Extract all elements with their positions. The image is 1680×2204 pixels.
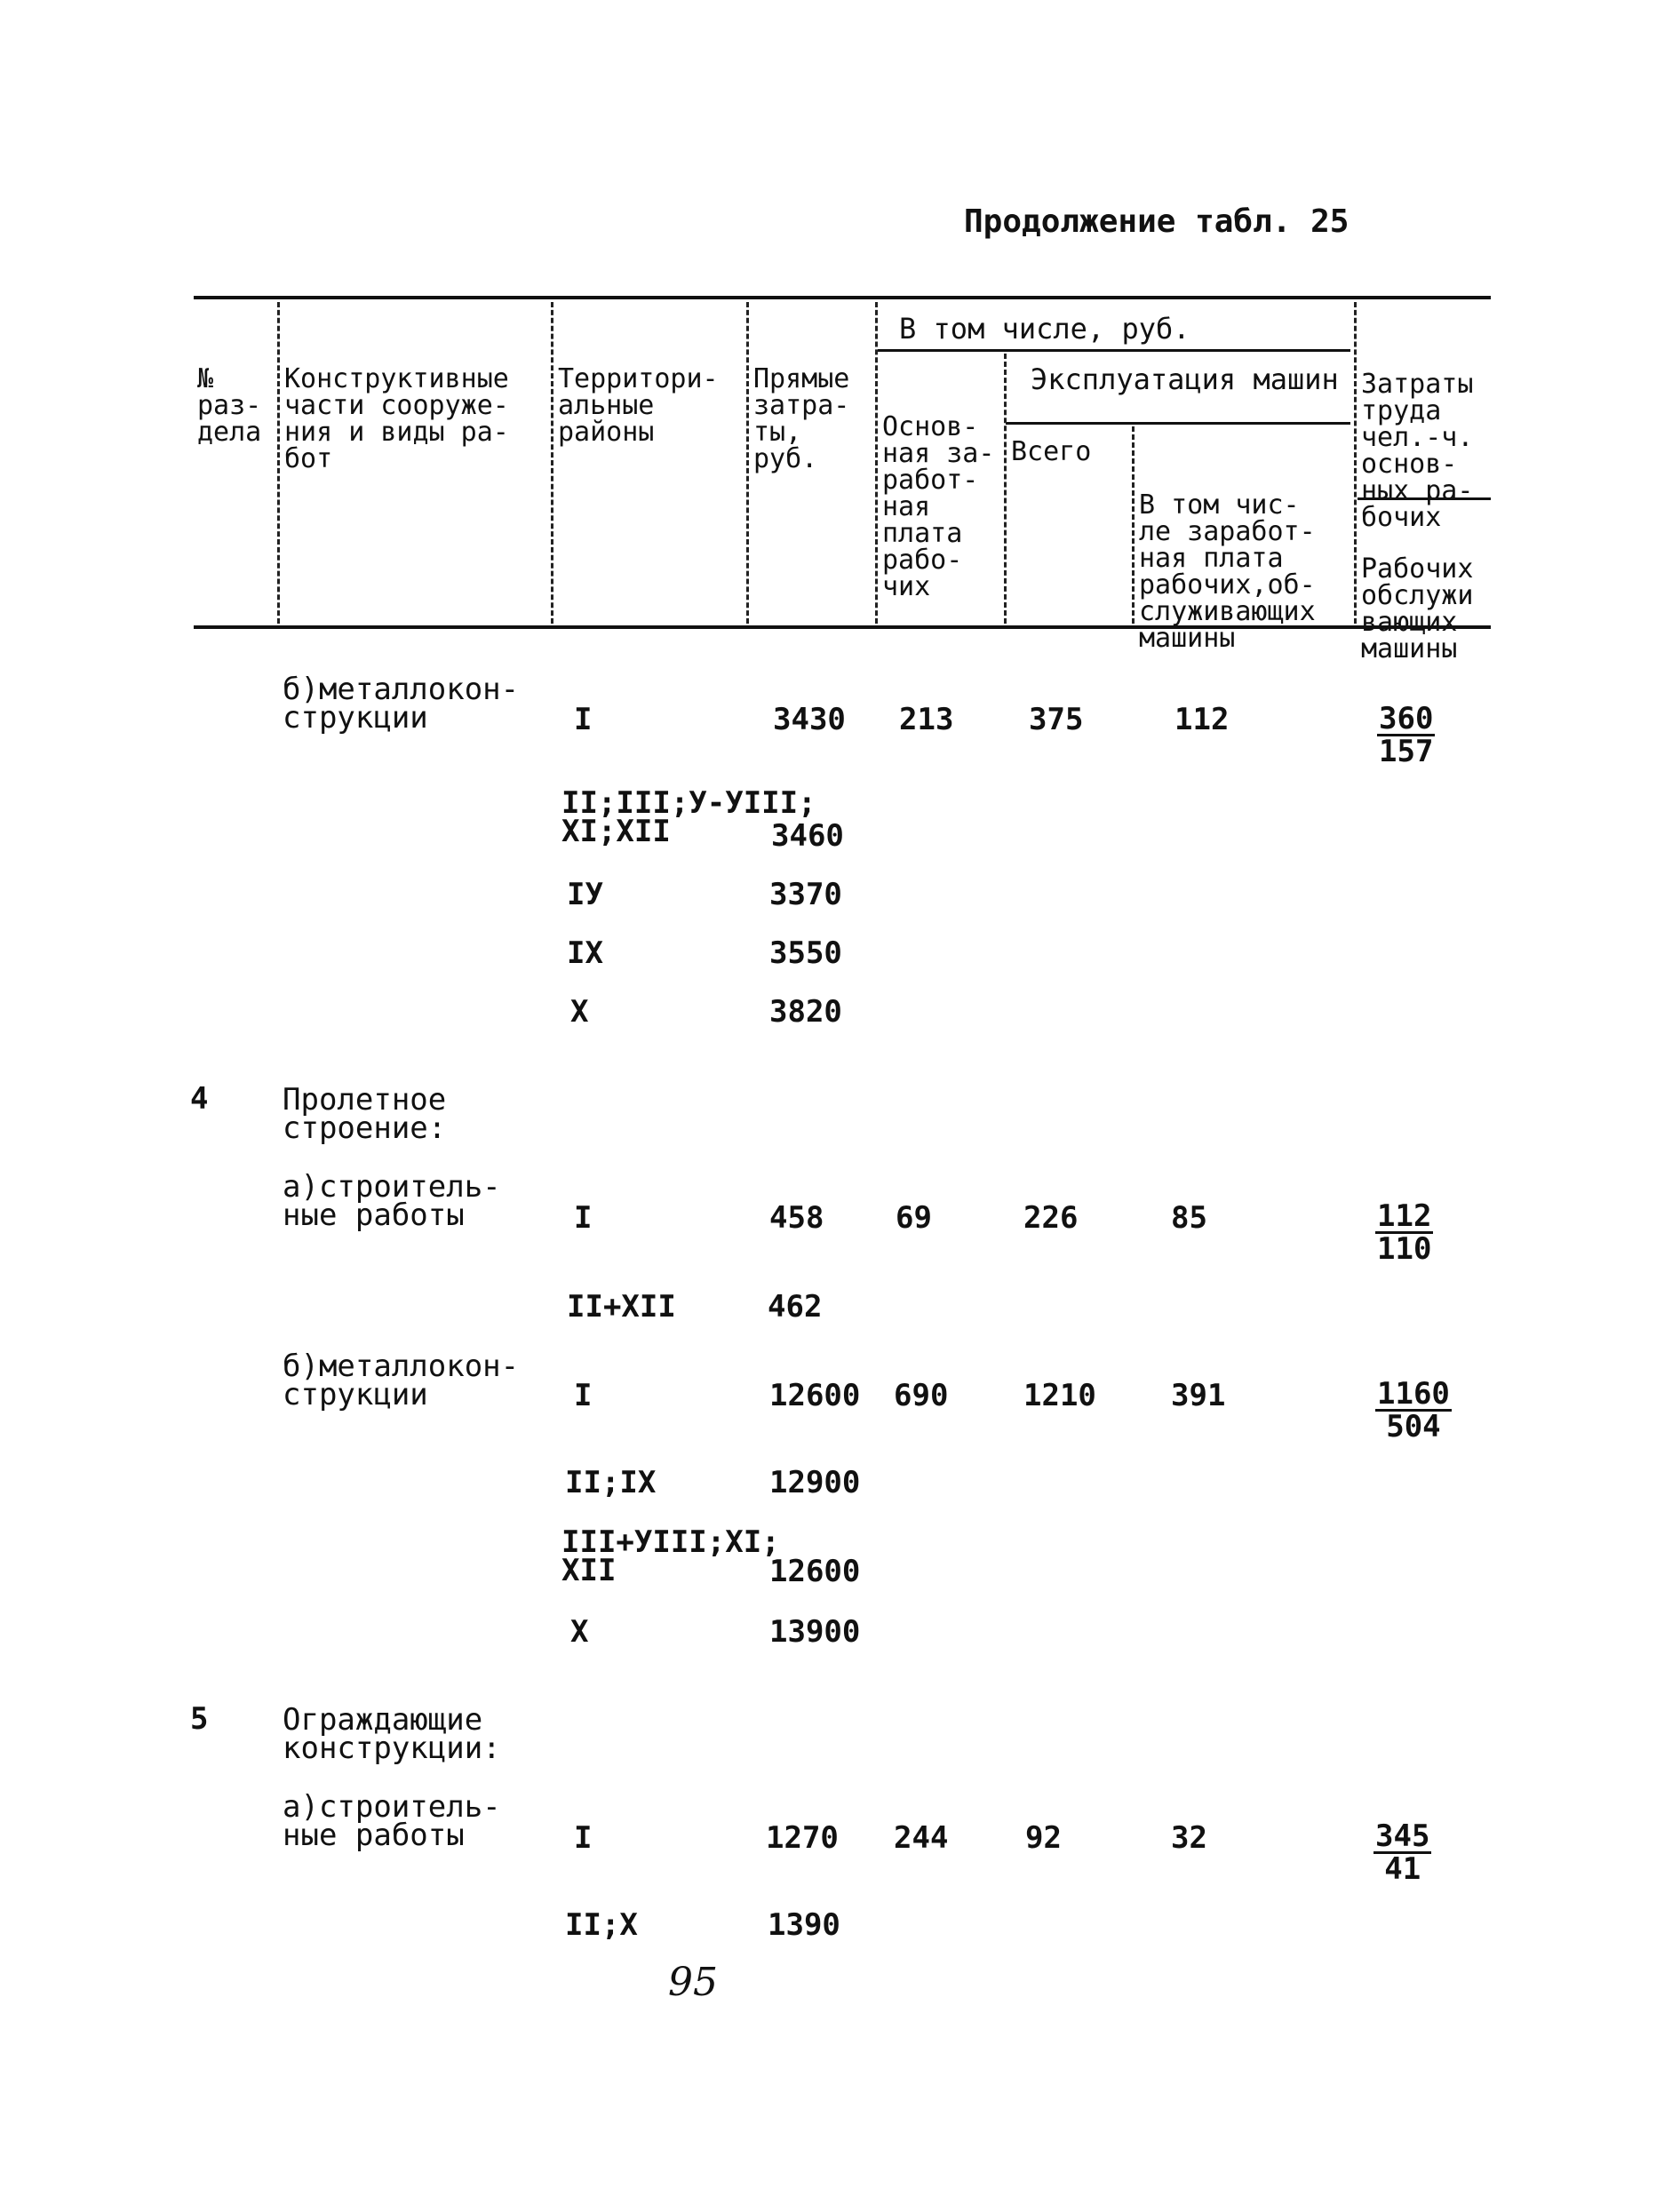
header-section-number: № раз- дела [197, 363, 262, 448]
header-labor-machine: Рабочих обслужи вающих машины [1361, 553, 1474, 664]
region-cell: IX [567, 935, 603, 971]
region-cell: III+УIII;XI; XII [561, 1524, 780, 1588]
header-base-wage: Основ- ная за- работ- ная плата рабо- чих [882, 411, 995, 602]
direct-cost-cell: 3460 [771, 818, 844, 854]
work-type-label: б)металлокон- струкции [283, 672, 520, 736]
machine-total-cell: 375 [1029, 702, 1084, 737]
header-labor-main: Затраты труда чел.-ч. основ- ных ра- бочих [1361, 369, 1474, 533]
machine-wage-cell: 85 [1171, 1200, 1207, 1236]
region-cell: I [574, 1378, 593, 1413]
page-number: 95 [668, 1960, 718, 2005]
region-cell: II;X [565, 1907, 638, 1943]
machine-total-cell: 226 [1023, 1200, 1079, 1236]
col-divider-1 [277, 302, 280, 624]
machines-header-rule [1006, 422, 1350, 425]
region-cell: I [574, 702, 593, 737]
header-structural-parts: Конструктивные части сооруже- ния и виды ра- бот [284, 363, 509, 474]
section-number: 5 [190, 1701, 209, 1737]
work-type-label: а)строитель- ные работы [283, 1789, 501, 1853]
labor-fraction: $\frac{345}{41}$ [1375, 1818, 1430, 1887]
base-wage-cell: 244 [894, 1820, 949, 1856]
base-wage-cell: 213 [899, 702, 954, 737]
col-divider-3 [746, 302, 749, 624]
direct-cost-cell: 458 [769, 1200, 824, 1236]
section-title: Ограждающие конструкции: [283, 1702, 501, 1766]
header-total: Всего [1011, 436, 1092, 467]
direct-cost-cell: 12600 [769, 1378, 861, 1413]
direct-cost-cell: 3430 [773, 702, 846, 737]
labor-fraction: $\frac{112}{110}$ [1377, 1198, 1432, 1267]
group-header-rule [878, 349, 1350, 352]
region-cell: I [574, 1820, 593, 1856]
col-divider-6 [1132, 426, 1135, 624]
machine-wage-cell: 32 [1171, 1820, 1207, 1856]
region-cell: X [570, 994, 589, 1030]
section-title: Пролетное строение: [283, 1082, 447, 1146]
base-wage-cell: 690 [894, 1378, 949, 1413]
header-regions: Территори- альные районы [558, 363, 719, 448]
direct-cost-cell: 3550 [769, 935, 842, 971]
direct-cost-cell: 12900 [769, 1465, 861, 1500]
header-machine-operation: Эксплуатация машин [1031, 362, 1339, 396]
section-number: 4 [190, 1081, 209, 1117]
col-divider-2 [551, 302, 553, 624]
machine-total-cell: 92 [1025, 1820, 1062, 1856]
col-divider-4 [875, 302, 878, 624]
direct-cost-cell: 1390 [768, 1907, 840, 1943]
header-group-including: В том числе, руб. [899, 312, 1190, 346]
machine-total-cell: 1210 [1023, 1378, 1096, 1413]
region-cell: I [574, 1200, 593, 1236]
table-caption: Продолжение табл. 25 [964, 203, 1350, 240]
header-direct-costs: Прямые затра- ты, руб. [753, 363, 850, 474]
machine-wage-cell: 112 [1174, 702, 1230, 737]
direct-cost-cell: 3370 [769, 877, 842, 912]
direct-cost-cell: 13900 [769, 1614, 861, 1650]
region-cell: II;IX [565, 1465, 657, 1500]
direct-cost-cell: 462 [768, 1289, 823, 1325]
header-machine-wages: В том чис- ле заработ- ная плата рабочих,об- служивающих машины [1139, 489, 1316, 654]
region-cell: IУ [567, 877, 603, 912]
direct-cost-cell: 1270 [766, 1820, 839, 1856]
base-wage-cell: 69 [896, 1200, 932, 1236]
col-divider-5 [1004, 354, 1007, 624]
direct-cost-cell: 12600 [769, 1554, 861, 1589]
work-type-label: б)металлокон- струкции [283, 1349, 520, 1412]
region-cell: II+XII [567, 1289, 676, 1325]
region-cell: II;III;У-УIII; XI;XII [561, 785, 816, 849]
table-top-rule [194, 296, 1491, 299]
labor-fraction: $\frac{1160}{504}$ [1377, 1376, 1450, 1444]
col-divider-7 [1354, 302, 1357, 624]
labor-fraction: $\frac{360}{157}$ [1379, 701, 1434, 769]
direct-cost-cell: 3820 [769, 994, 842, 1030]
region-cell: X [570, 1614, 589, 1650]
machine-wage-cell: 391 [1171, 1378, 1226, 1413]
work-type-label: а)строитель- ные работы [283, 1169, 501, 1233]
